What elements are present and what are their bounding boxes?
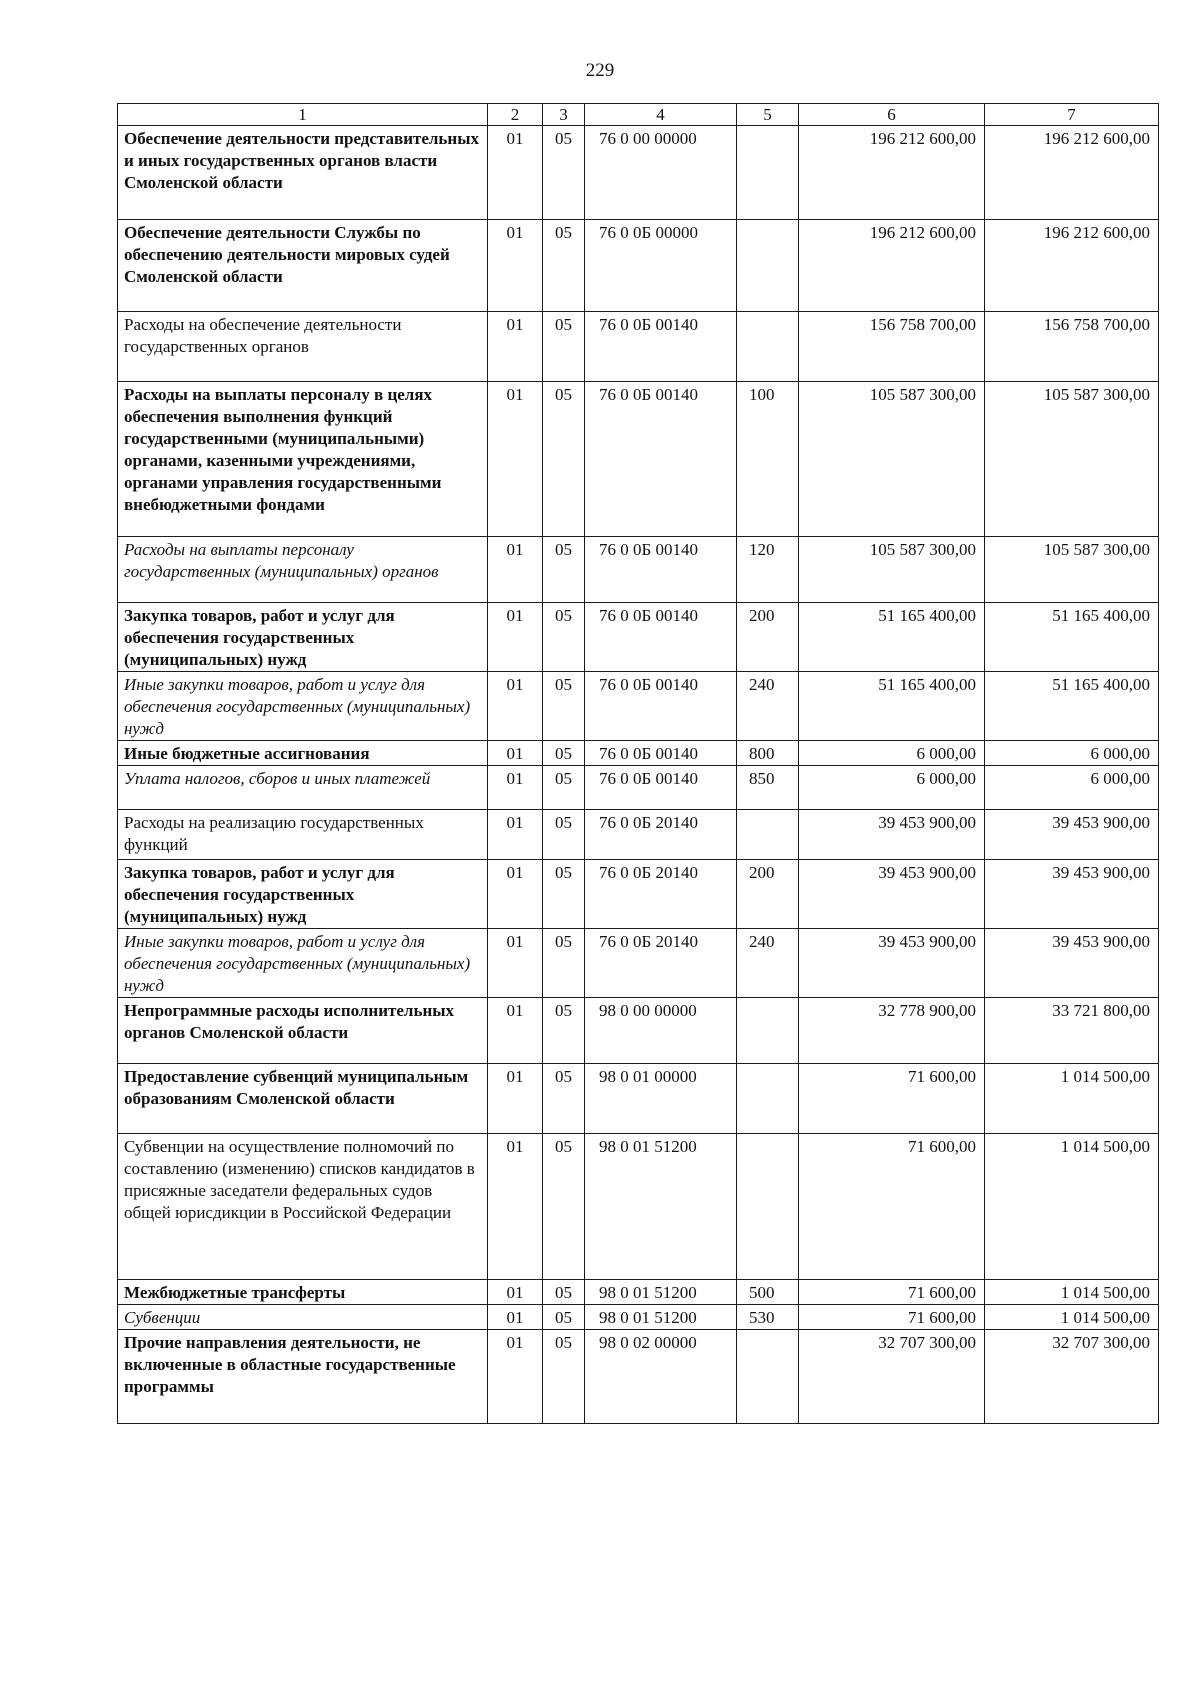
target-article-cell: 76 0 0Б 00140: [585, 766, 737, 810]
amount-year2-cell: 1 014 500,00: [985, 1064, 1159, 1134]
subsection-cell: 05: [543, 537, 585, 603]
table-row: [118, 672, 1159, 741]
target-article-cell: 98 0 00 00000: [585, 998, 737, 1064]
amount-year2-cell: 39 453 900,00: [985, 929, 1159, 998]
expense-type-cell: 530: [737, 1305, 799, 1330]
amount-year2-cell: 33 721 800,00: [985, 998, 1159, 1064]
table-row: [118, 382, 1159, 537]
amount-year1-cell: 196 212 600,00: [799, 126, 985, 220]
amount-year1-cell: 156 758 700,00: [799, 312, 985, 382]
amount-year2-cell: 1 014 500,00: [985, 1305, 1159, 1330]
amount-year1-cell: 196 212 600,00: [799, 220, 985, 312]
expense-type-cell: [737, 1330, 799, 1424]
target-article-cell: 98 0 02 00000: [585, 1330, 737, 1424]
amount-year2-cell: 196 212 600,00: [985, 220, 1159, 312]
table-row: [118, 1280, 1159, 1305]
subsection-cell: 05: [543, 860, 585, 929]
subsection-cell: 05: [543, 810, 585, 860]
table-row: [118, 766, 1159, 810]
amount-year1-cell: 51 165 400,00: [799, 603, 985, 672]
expense-type-cell: [737, 1134, 799, 1280]
section-cell: 01: [488, 810, 543, 860]
expense-type-cell: 800: [737, 741, 799, 766]
amount-year2-cell: 1 014 500,00: [985, 1280, 1159, 1305]
table-row: [118, 220, 1159, 312]
amount-year2-cell: 196 212 600,00: [985, 126, 1159, 220]
target-article-cell: 76 0 0Б 00000: [585, 220, 737, 312]
row-name-cell: Субвенции на осуществление полномочий по составлению (изменению) списков кандидатов в присяжные заседатели федеральных судов общей юрисдикции в Российской Федерации: [118, 1134, 488, 1280]
subsection-cell: 05: [543, 741, 585, 766]
row-name-cell: Прочие направления деятельности, не включенные в областные государственные программы: [118, 1330, 488, 1424]
header-cell: 1: [118, 104, 488, 126]
target-article-cell: 76 0 0Б 00140: [585, 672, 737, 741]
header-cell: 7: [985, 104, 1159, 126]
row-name-cell: Обеспечение деятельности Службы по обеспечению деятельности мировых судей Смоленской области: [118, 220, 488, 312]
section-cell: 01: [488, 382, 543, 537]
section-cell: 01: [488, 672, 543, 741]
table-row: [118, 1330, 1159, 1424]
subsection-cell: 05: [543, 1305, 585, 1330]
subsection-cell: 05: [543, 603, 585, 672]
expense-type-cell: 240: [737, 929, 799, 998]
amount-year2-cell: 39 453 900,00: [985, 860, 1159, 929]
table-row: [118, 126, 1159, 220]
row-name-cell: Непрограммные расходы исполнительных органов Смоленской области: [118, 998, 488, 1064]
amount-year1-cell: 71 600,00: [799, 1305, 985, 1330]
expense-type-cell: 500: [737, 1280, 799, 1305]
row-name-cell: Предоставление субвенций муниципальным образованиям Смоленской области: [118, 1064, 488, 1134]
amount-year2-cell: 32 707 300,00: [985, 1330, 1159, 1424]
subsection-cell: 05: [543, 126, 585, 220]
section-cell: 01: [488, 998, 543, 1064]
expense-type-cell: [737, 810, 799, 860]
target-article-cell: 76 0 0Б 00140: [585, 382, 737, 537]
subsection-cell: 05: [543, 1330, 585, 1424]
subsection-cell: 05: [543, 672, 585, 741]
table-row: [118, 603, 1159, 672]
subsection-cell: 05: [543, 998, 585, 1064]
section-cell: 01: [488, 860, 543, 929]
row-name-cell: Закупка товаров, работ и услуг для обеспечения государственных (муниципальных) нужд: [118, 603, 488, 672]
row-name-cell: Иные закупки товаров, работ и услуг для обеспечения государственных (муниципальных) нужд: [118, 672, 488, 741]
target-article-cell: 76 0 0Б 20140: [585, 929, 737, 998]
expense-type-cell: 850: [737, 766, 799, 810]
target-article-cell: 98 0 01 51200: [585, 1280, 737, 1305]
amount-year1-cell: 71 600,00: [799, 1280, 985, 1305]
expense-type-cell: [737, 220, 799, 312]
expense-type-cell: 200: [737, 860, 799, 929]
target-article-cell: 76 0 00 00000: [585, 126, 737, 220]
subsection-cell: 05: [543, 220, 585, 312]
page-number: 229: [585, 60, 615, 81]
section-cell: 01: [488, 929, 543, 998]
amount-year1-cell: 6 000,00: [799, 766, 985, 810]
section-cell: 01: [488, 1305, 543, 1330]
amount-year1-cell: 71 600,00: [799, 1064, 985, 1134]
budget-table: [117, 103, 1159, 1424]
amount-year2-cell: 105 587 300,00: [985, 537, 1159, 603]
section-cell: 01: [488, 126, 543, 220]
expense-type-cell: [737, 312, 799, 382]
section-cell: 01: [488, 1330, 543, 1424]
section-cell: 01: [488, 312, 543, 382]
amount-year2-cell: 1 014 500,00: [985, 1134, 1159, 1280]
expense-type-cell: 200: [737, 603, 799, 672]
amount-year1-cell: 39 453 900,00: [799, 810, 985, 860]
amount-year1-cell: 51 165 400,00: [799, 672, 985, 741]
section-cell: 01: [488, 603, 543, 672]
table-row: [118, 312, 1159, 382]
section-cell: 01: [488, 1064, 543, 1134]
header-cell: 6: [799, 104, 985, 126]
amount-year2-cell: 51 165 400,00: [985, 603, 1159, 672]
header-cell: 2: [488, 104, 543, 126]
target-article-cell: 98 0 01 51200: [585, 1305, 737, 1330]
table-row: [118, 860, 1159, 929]
subsection-cell: 05: [543, 766, 585, 810]
row-name-cell: Иные закупки товаров, работ и услуг для обеспечения государственных (муниципальных) нужд: [118, 929, 488, 998]
amount-year1-cell: 32 707 300,00: [799, 1330, 985, 1424]
expense-type-cell: 100: [737, 382, 799, 537]
amount-year2-cell: 156 758 700,00: [985, 312, 1159, 382]
target-article-cell: 76 0 0Б 00140: [585, 603, 737, 672]
subsection-cell: 05: [543, 1134, 585, 1280]
table-row: [118, 537, 1159, 603]
row-name-cell: Закупка товаров, работ и услуг для обеспечения государственных (муниципальных) нужд: [118, 860, 488, 929]
amount-year1-cell: 105 587 300,00: [799, 537, 985, 603]
table-row: [118, 929, 1159, 998]
subsection-cell: 05: [543, 1280, 585, 1305]
amount-year1-cell: 71 600,00: [799, 1134, 985, 1280]
header-cell: 3: [543, 104, 585, 126]
section-cell: 01: [488, 741, 543, 766]
expense-type-cell: [737, 998, 799, 1064]
section-cell: 01: [488, 766, 543, 810]
row-name-cell: Расходы на выплаты персоналу в целях обеспечения выполнения функций государственными (муниципальными) органами, казенными учреждениями, органами управления государственными внебюджетными фондами: [118, 382, 488, 537]
expense-type-cell: 240: [737, 672, 799, 741]
section-cell: 01: [488, 1134, 543, 1280]
header-cell: 4: [585, 104, 737, 126]
row-name-cell: Обеспечение деятельности представительных и иных государственных органов власти Смоленской области: [118, 126, 488, 220]
row-name-cell: Расходы на реализацию государственных функций: [118, 810, 488, 860]
target-article-cell: 76 0 0Б 20140: [585, 860, 737, 929]
expense-type-cell: 120: [737, 537, 799, 603]
expense-type-cell: [737, 1064, 799, 1134]
table-row: [118, 998, 1159, 1064]
row-name-cell: Субвенции: [118, 1305, 488, 1330]
table-row: [118, 810, 1159, 860]
row-name-cell: Расходы на обеспечение деятельности государственных органов: [118, 312, 488, 382]
amount-year2-cell: 6 000,00: [985, 741, 1159, 766]
table-row: [118, 1305, 1159, 1330]
row-name-cell: Межбюджетные трансферты: [118, 1280, 488, 1305]
amount-year2-cell: 51 165 400,00: [985, 672, 1159, 741]
amount-year1-cell: 39 453 900,00: [799, 860, 985, 929]
subsection-cell: 05: [543, 312, 585, 382]
amount-year1-cell: 39 453 900,00: [799, 929, 985, 998]
target-article-cell: 76 0 0Б 00140: [585, 312, 737, 382]
table-row: [118, 1134, 1159, 1280]
amount-year1-cell: 105 587 300,00: [799, 382, 985, 537]
target-article-cell: 76 0 0Б 00140: [585, 537, 737, 603]
subsection-cell: 05: [543, 382, 585, 537]
table-row: [118, 741, 1159, 766]
amount-year2-cell: 39 453 900,00: [985, 810, 1159, 860]
table-row: [118, 1064, 1159, 1134]
row-name-cell: Расходы на выплаты персоналу государственных (муниципальных) органов: [118, 537, 488, 603]
section-cell: 01: [488, 220, 543, 312]
subsection-cell: 05: [543, 1064, 585, 1134]
target-article-cell: 76 0 0Б 20140: [585, 810, 737, 860]
header-cell: 5: [737, 104, 799, 126]
row-name-cell: Иные бюджетные ассигнования: [118, 741, 488, 766]
table-header-row: [118, 104, 1159, 126]
amount-year1-cell: 32 778 900,00: [799, 998, 985, 1064]
row-name-cell: Уплата налогов, сборов и иных платежей: [118, 766, 488, 810]
amount-year1-cell: 6 000,00: [799, 741, 985, 766]
subsection-cell: 05: [543, 929, 585, 998]
target-article-cell: 76 0 0Б 00140: [585, 741, 737, 766]
target-article-cell: 98 0 01 00000: [585, 1064, 737, 1134]
target-article-cell: 98 0 01 51200: [585, 1134, 737, 1280]
section-cell: 01: [488, 1280, 543, 1305]
amount-year2-cell: 6 000,00: [985, 766, 1159, 810]
amount-year2-cell: 105 587 300,00: [985, 382, 1159, 537]
expense-type-cell: [737, 126, 799, 220]
section-cell: 01: [488, 537, 543, 603]
